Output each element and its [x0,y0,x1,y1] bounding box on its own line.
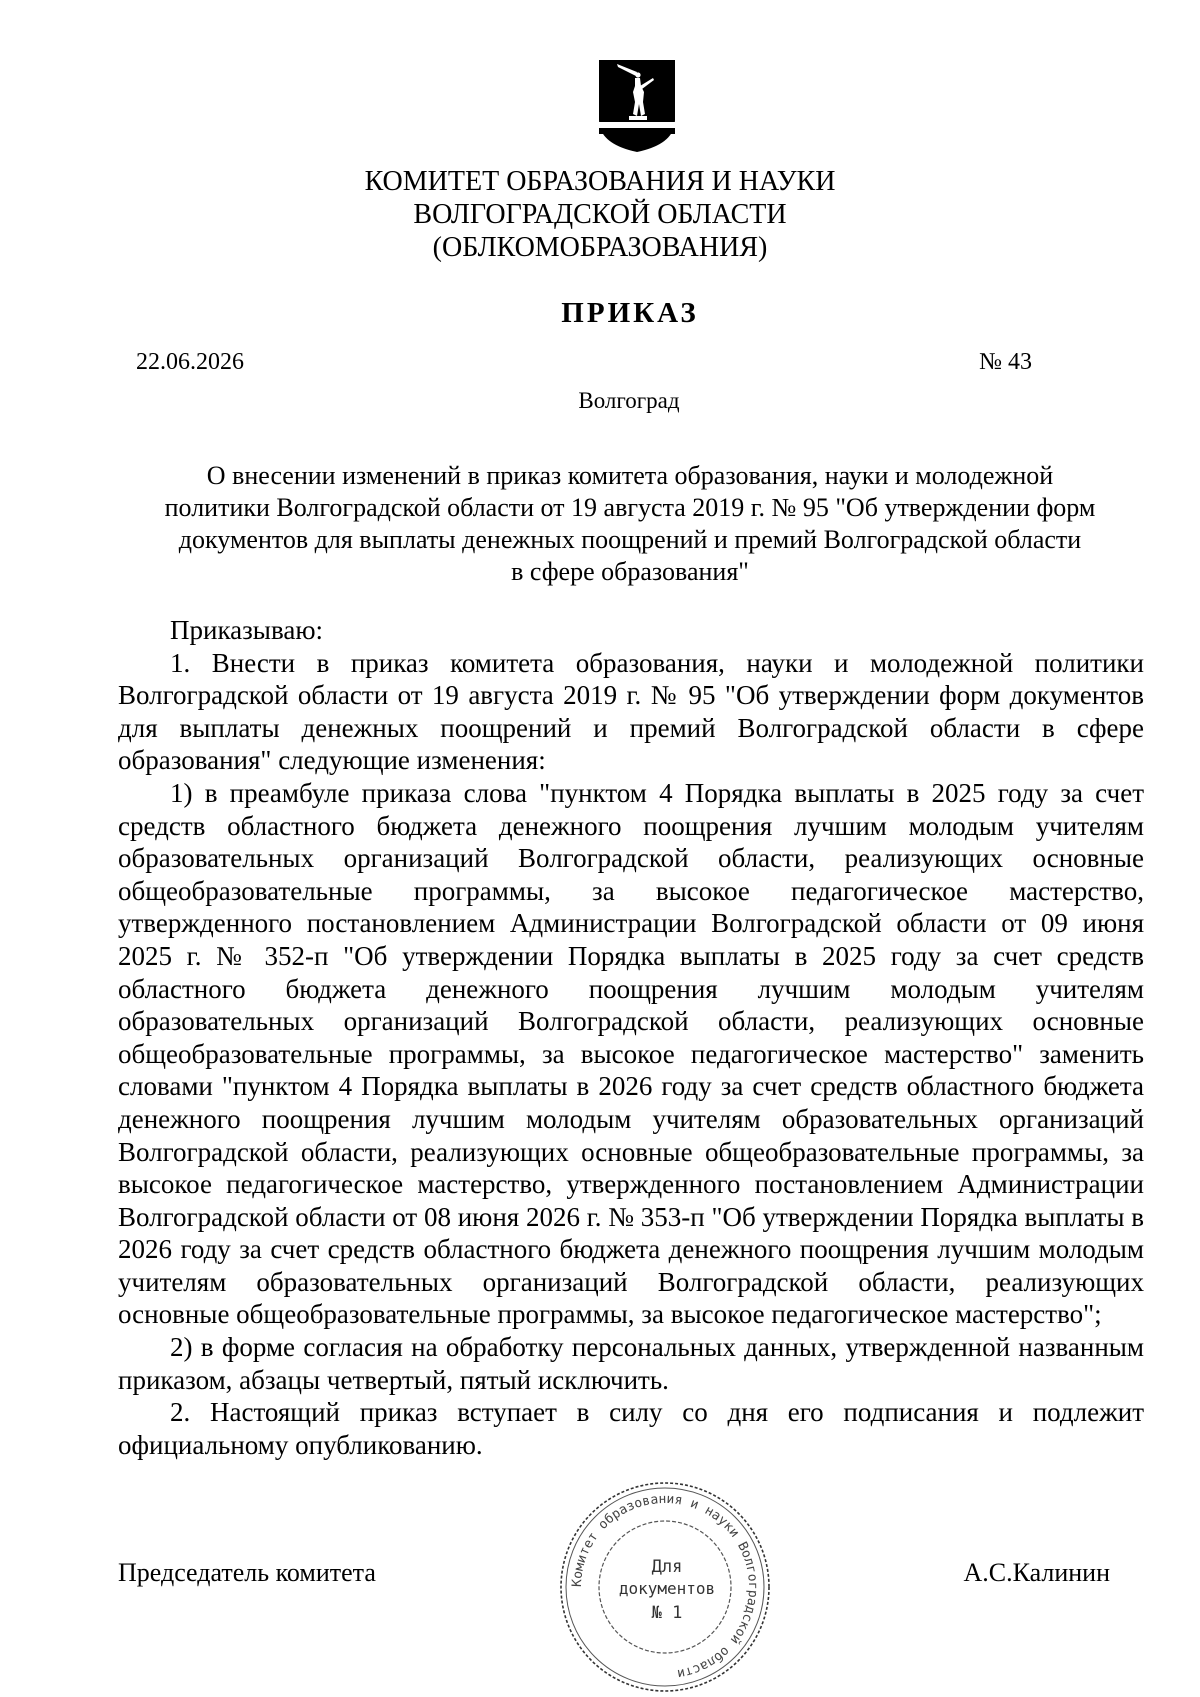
order-title: ПРИКАЗ [561,297,699,329]
organization-name [0,165,1200,264]
volgograd-coat-of-arms-icon [597,58,677,154]
signatory-name: А.С.Калинин [963,1558,1110,1587]
order-subparagraph-2: 2) в форме согласия на обработку персональных данных, утвержденной названным приказом, абзацы четвертый, пятый исключить. [118,1332,1144,1395]
org-line-3: (ОБЛКОМОБРАЗОВАНИЯ) [432,232,768,263]
order-subparagraph-1: 1) в преамбуле приказа слова "пунктом 4 Порядка выплаты в 2025 году за счет средств областного бюджета денежного поощрения лучшим молодым учителям образовательных организаций Волгоградской области, реализующих основные общеобразовательные программы, за высокое педагогическое мастерство, утвержденного постановлением Администрации Волгоградской области от 09 июня 2025 г. № 352-п "Об утверждении Порядка выплаты в 2025 году за счет средств областного бюджета денежного поощрения лучшим молодым учителям образовательных организаций Волгоградской области, реализующих основные общеобразовательные программы, за высокое педагогическое мастерство" заменить словами "пунктом 4 Порядка выплаты в 2026 году за счет средств областного бюджета денежного поощрения лучшим молодым учителям образовательных организаций Волгоградской области, реализующих основные общеобразовательные программы, за высокое педагогическое мастерство, утвержденного постановлением Администрации Волгоградской области от 08 июня 2026 г. № 353-п "Об утверждении Порядка выплаты в 2026 году за счет средств областного бюджета денежного поощрения лучшим молодым учителям образовательных организаций Волгоградской области, реализующих основные общеобразовательные программы, за высокое педагогическое мастерство"; [118,777,1144,1330]
order-directive: Приказываю: [170,615,323,645]
order-subject [130,460,1130,588]
stamp-line-3: № 1 [651,1603,683,1623]
order-paragraph-1: 1. Внести в приказ комитета образования, науки и молодежной политики Волгоградской области от 19 августа 2019 г. № 95 "Об утверждении форм документов для выплаты денежных поощрений и премий Волгоградской области в сфере образования" следующие изменения: [118,647,1144,776]
stamp-line-2: документов [618,1579,716,1598]
order-body [118,614,1144,1461]
order-paragraph-2: 2. Настоящий приказ вступает в силу со дня его подписания и подлежит официальному опубликованию. [118,1397,1144,1460]
order-city: Волгоград [578,388,680,413]
subject-line-2: политики Волгоградской области от 19 августа 2019 г. № 95 "Об утверждении форм [164,493,1096,522]
org-line-2: ВОЛГОГРАДСКОЙ ОБЛАСТИ [413,199,787,230]
subject-line-3: документов для выплаты денежных поощрений и премий Волгоградской области [178,525,1082,554]
stamp-ring-text: Комитет образования и науки Волгоградской области [569,1491,761,1682]
stamp-line-1: Для [651,1557,683,1577]
org-line-1: КОМИТЕТ ОБРАЗОВАНИЯ И НАУКИ [364,166,836,197]
subject-line-1: О внесении изменений в приказ комитета образования, науки и молодежной [206,461,1054,490]
signatory-position: Председатель комитета [118,1558,376,1587]
order-date: 22.06.2026 [136,349,244,375]
subject-line-4: в сфере образования" [511,557,749,586]
order-number: № 43 [979,349,1032,375]
official-stamp-icon [556,1478,774,1696]
